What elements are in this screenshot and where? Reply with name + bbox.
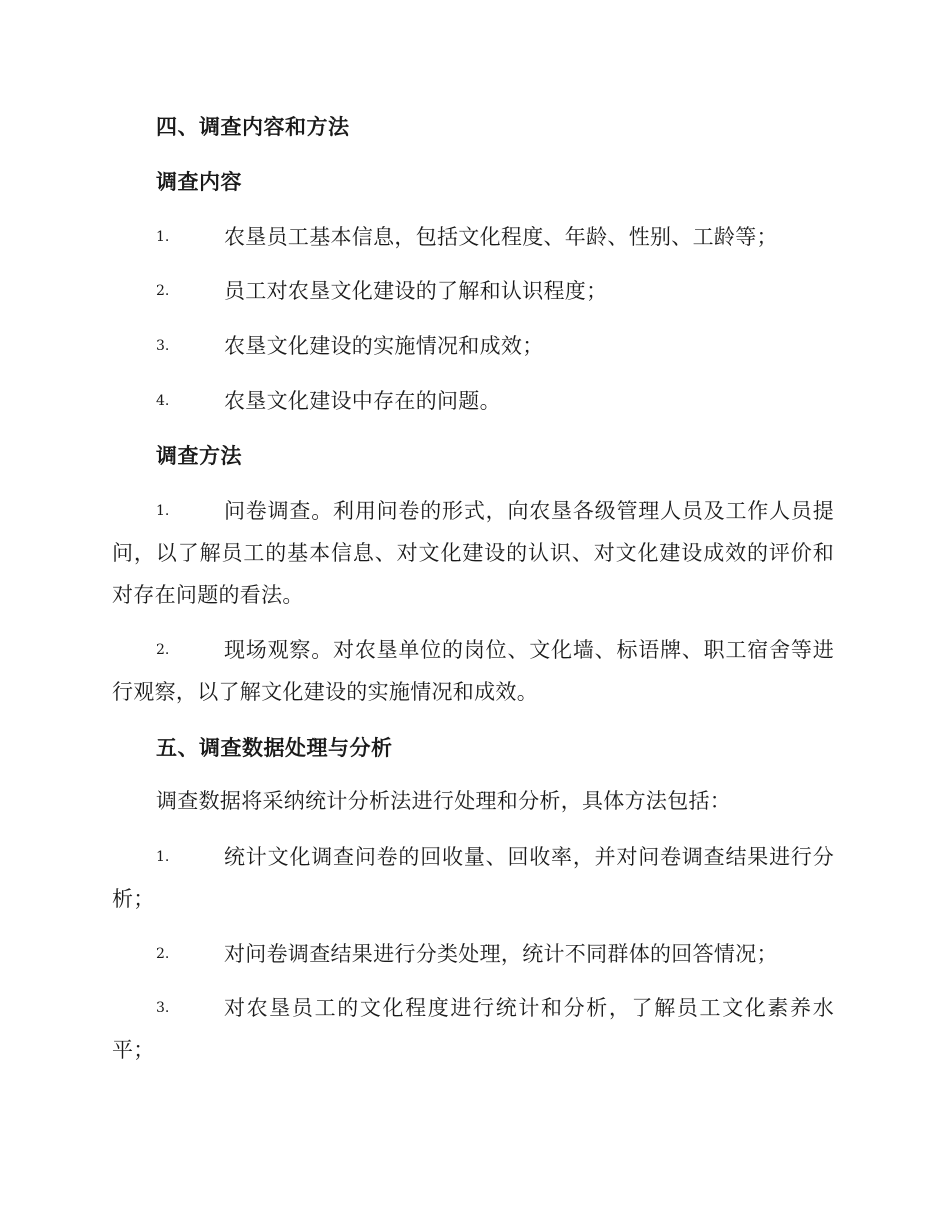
list-text: 员工对农垦文化建设的了解和认识程度；	[224, 279, 608, 303]
list-text: 农垦文化建设的实施情况和成效；	[224, 334, 544, 358]
list-item	[112, 270, 834, 312]
list-item	[112, 933, 834, 975]
list-item	[112, 325, 834, 367]
survey-content-heading: 调查内容	[156, 169, 242, 194]
list-number: 1.	[156, 229, 170, 245]
list-number: 2.	[156, 642, 170, 658]
list-number: 1.	[156, 849, 170, 865]
list-item	[112, 629, 834, 713]
list-item	[112, 836, 834, 920]
section-5-intro: 调查数据将采纳统计分析法进行处理和分析，具体方法包括：	[156, 789, 732, 813]
list-text: 现场观察。对农垦单位的岗位、文化墙、标语牌、职工宿舍等进行观察，以了解文化建设的实施情况和成效。	[112, 638, 834, 704]
list-item	[112, 490, 834, 616]
list-text: 对问卷调查结果进行分类处理，统计不同群体的回答情况；	[224, 942, 778, 966]
list-number: 4.	[156, 393, 170, 409]
list-number: 3.	[156, 1000, 170, 1016]
list-item	[112, 380, 834, 422]
list-text: 农垦员工基本信息，包括文化程度、年龄、性别、工龄等；	[224, 225, 778, 249]
list-number: 2.	[156, 946, 170, 962]
list-text: 对农垦员工的文化程度进行统计和分析，了解员工文化素养水平；	[112, 996, 834, 1062]
list-number: 1.	[156, 503, 170, 519]
list-text: 统计文化调查问卷的回收量、回收率，并对问卷调查结果进行分析；	[112, 845, 834, 911]
list-number: 3.	[156, 338, 170, 354]
section-4-title: 四、调查内容和方法	[156, 114, 350, 139]
list-item	[112, 987, 834, 1071]
list-item	[112, 216, 834, 258]
list-number: 2.	[156, 283, 170, 299]
section-5-title: 五、调查数据处理与分析	[156, 735, 393, 760]
list-text: 问卷调查。利用问卷的形式，向农垦各级管理人员及工作人员提问，以了解员工的基本信息、对文化建设的认识、对文化建设成效的评价和对存在问题的看法。	[112, 499, 834, 607]
survey-methods-heading: 调查方法	[156, 443, 242, 468]
list-text: 农垦文化建设中存在的问题。	[224, 389, 501, 413]
